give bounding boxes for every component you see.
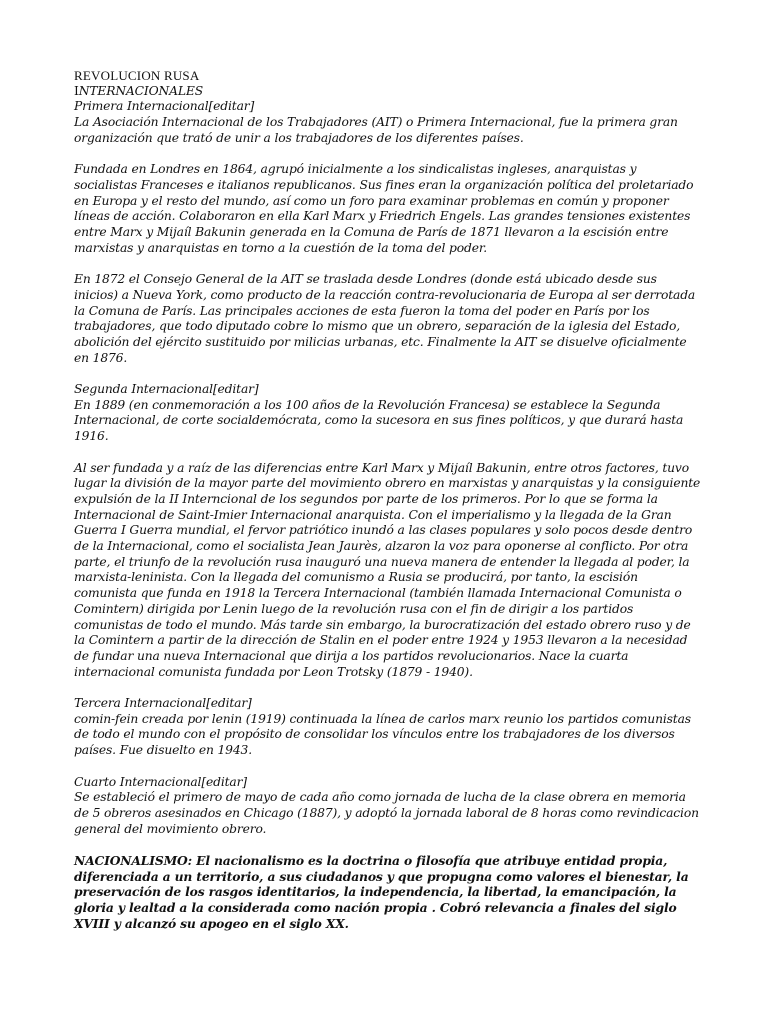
paragraph-primera-3: En 1872 el Consejo General de la AIT se traslada desde Londres (donde está ubicado desde sus inicios) a Nueva York, como producto de la reacción contra-revolucionaria de Europa al ser derrotada la Comuna de París. Las principales acciones de esta fueron la toma del poder en París por los trabajadores, que todo diputado cobre lo mismo que un obrero, separación de la iglesia del Estado, abolición del ejército sustituido por milicias urbanas, etc. Finalmente la AIT se disuelve oficialmente en 1876. <box>74 272 699 365</box>
paragraph-nacionalismo: NACIONALISMO: El nacionalismo es la doctrina o filosofía que atribuye entidad propia, diferenciada a un territorio, a sus ciudadanos y que propugna como valores el bienestar, la preservación de los rasgos identitarios, la independencia, la libertad, la emancipación, la gloria y lealtad a la considerada como nación propia . Cobró relevancia a finales del siglo XVIII y alcanzó su apogeo en el siglo XX. <box>74 853 693 931</box>
paragraph-segunda-2: Al ser fundada y a raíz de las diferencias entre Karl Marx y Mijaíl Bakunin, entre otros factores, tuvo lugar la división de la mayor parte del movimiento obrero en marxistas y anarquistas y la consiguiente expulsión de la II Interncional de los segundos por parte de los primeros. Por lo que se forma la Internacional de Saint-Imier Internacional anarquista. Con el imperialismo y la llegada de la Gran Guerra I Guerra mundial, el fervor patriótico inundó a las clases populares y solo pocos desde dentro de la Internacional, como el socialista Jean Jaurès, alzaron la voz para oponerse al conflicto. Por otra parte, el triunfo de la revolución rusa inauguró una nueva manera de entender la llegada al poder, la marxista-leninista. Con la llegada del comunismo a Rusia se producirá, por tanto, la escisión comunista que funda en 1918 la Tercera Internacional (también llamada Internacional Comunista o Comintern) dirigida por Lenin luego de la revolución rusa con el fin de dirigir a los partidos comunistas de todo el mundo. Más tarde sin embargo, la burocratización del estado obrero ruso y de la Comintern a partir de la dirección de Stalin en el poder entre 1924 y 1953 llevaron a la necesidad de fundar una nueva Internacional que dirija a los partidos revolucionarios. Nace la cuarta internacional comunista fundada por Leon Trotsky (1879 - 1940). <box>74 460 704 679</box>
section-heading-segunda: Segunda Internacional[editar] <box>74 382 259 397</box>
paragraph-primera-1: La Asociación Internacional de los Trabajadores (AIT) o Primera Internacional, fue la primera gran organización que trató de unir a los trabajadores de los diferentes países. <box>74 115 682 145</box>
document-page <box>74 68 702 932</box>
subtitle-initial: I <box>74 83 79 98</box>
section-heading-tercera: Tercera Internacional[editar] <box>74 696 252 711</box>
document-title: REVOLUCION RUSA <box>74 68 200 83</box>
paragraph-segunda-1: En 1889 (en conmemoración a los 100 años de la Revolución Francesa) se establece la Segunda Internacional, de corte socialdemócrata, como la sucesora en sus fines políticos, y que durará hasta 1916. <box>74 397 688 444</box>
paragraph-tercera-1: comin-fein creada por lenin (1919) continuada la línea de carlos marx reunio los partidos comunistas de todo el mundo con el propósito de consolidar los vínculos entre los trabajadores de los diversos países. Fue disuelto en 1943. <box>74 711 695 758</box>
subtitle-rest: NTERNACIONALES <box>78 83 204 98</box>
section-heading-primera: Primera Internacional[editar] <box>74 99 255 114</box>
section-heading-cuarto: Cuarto Internacional[editar] <box>74 774 247 789</box>
paragraph-primera-2: Fundada en Londres en 1864, agrupó inicialmente a los sindicalistas ingleses, anarquistas y socialistas Franceses e italianos republicanos. Sus fines eran la organización política del proletariado en Europa y el resto del mundo, así como un foro para examinar problemas en común y proponer líneas de acción. Colaboraron en ella Karl Marx y Friedrich Engels. Las grandes tensiones existentes entre Marx y Mijaíl Bakunin generada en la Comuna de París de 1871 llevaron a la escisión entre marxistas y anarquistas en torno a la cuestión de la toma del poder. <box>74 162 698 255</box>
paragraph-cuarto-1: Se estableció el primero de mayo de cada año como jornada de lucha de la clase obrera en memoria de 5 obreros asesinados en Chicago (1887), y adoptó la jornada laboral de 8 horas como revindicacion general del movimiento obrero. <box>74 790 703 836</box>
document-subtitle <box>74 84 702 100</box>
